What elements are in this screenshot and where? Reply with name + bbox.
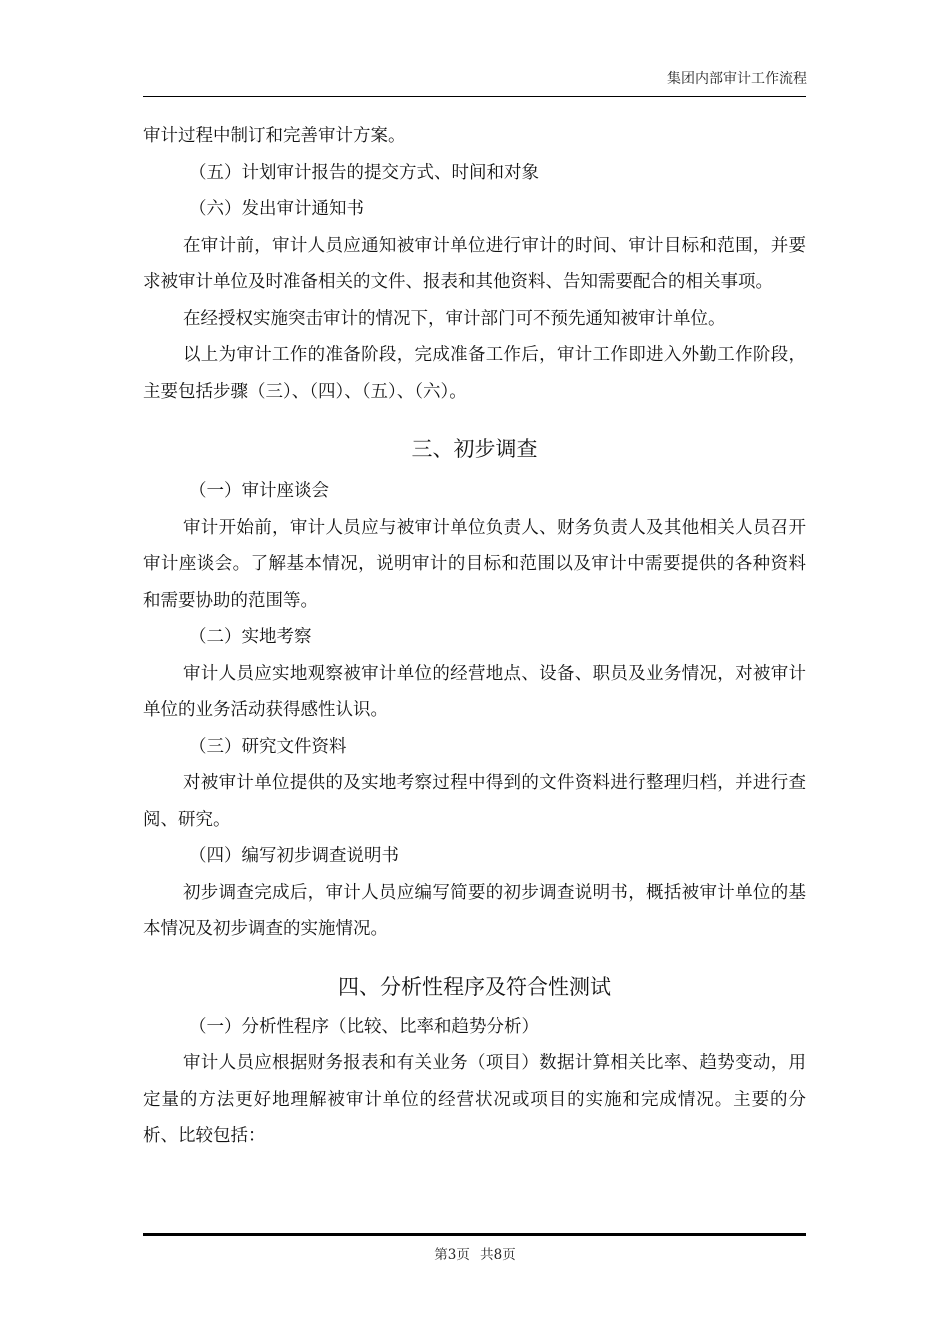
paragraph-documents: 对被审计单位提供的及实地考察过程中得到的文件资料进行整理归档，并进行查阅、研究。 [143, 773, 806, 830]
paragraph-continuation: 审计过程中制订和完善审计方案。 [143, 126, 406, 146]
footer-divider [143, 1233, 806, 1236]
header-divider [143, 96, 806, 97]
running-header-title: 集团内部审计工作流程 [667, 71, 807, 87]
subsection-heading-site-visit: （二）实地考察 [189, 627, 312, 647]
paragraph-analytical: 审计人员应根据财务报表和有关业务（项目）数据计算相关比率、趋势变动，用定量的方法更好地理解被审计单位的经营状况或项目的实施和完成情况。主要的分析、比较包括： [143, 1053, 806, 1146]
list-item-5: （五）计划审计报告的提交方式、时间和对象 [189, 162, 539, 183]
document-body [143, 118, 806, 1155]
paragraph-notice: 在审计前，审计人员应通知被审计单位进行审计的时间、审计目标和范围，并要求被审计单位及时准备相关的文件、报表和其他资料、告知需要配合的相关事项。 [143, 235, 806, 292]
subsection-heading-meeting: （一）审计座谈会 [189, 481, 329, 501]
paragraph-meeting: 审计开始前，审计人员应与被审计单位负责人、财务负责人及其他相关人员召开审计座谈会。了解基本情况，说明审计的目标和范围以及审计中需要提供的各种资料和需要协助的范围等。 [143, 517, 806, 611]
paragraph-surprise-audit: 在经授权实施突击审计的情况下，审计部门可不预先通知被审计单位。 [183, 308, 726, 329]
paragraph-site-visit: 审计人员应实地观察被审计单位的经营地点、设备、职员及业务情况，对被审计单位的业务活动获得感性认识。 [143, 663, 806, 720]
subsection-heading-analytical: （一）分析性程序（比较、比率和趋势分析） [189, 1016, 539, 1037]
section-heading-analytical-procedures: 四、分析性程序及符合性测试 [338, 974, 611, 999]
paragraph-preparation-summary: 以上为审计工作的准备阶段，完成准备工作后，审计工作即进入外勤工作阶段，主要包括步骤（三）、（四）、（五）、（六）。 [143, 345, 806, 402]
paragraph-survey-report: 初步调查完成后，审计人员应编写简要的初步调查说明书，概括被审计单位的基本情况及初步调查的实施情况。 [143, 882, 806, 939]
list-item-6: （六）发出审计通知书 [189, 199, 364, 219]
page-number: 第3页 共8页 [434, 1247, 516, 1263]
subsection-heading-documents: （三）研究文件资料 [189, 736, 347, 757]
section-heading-preliminary-survey: 三、初步调查 [411, 437, 538, 461]
subsection-heading-survey-report: （四）编写初步调查说明书 [189, 846, 399, 866]
